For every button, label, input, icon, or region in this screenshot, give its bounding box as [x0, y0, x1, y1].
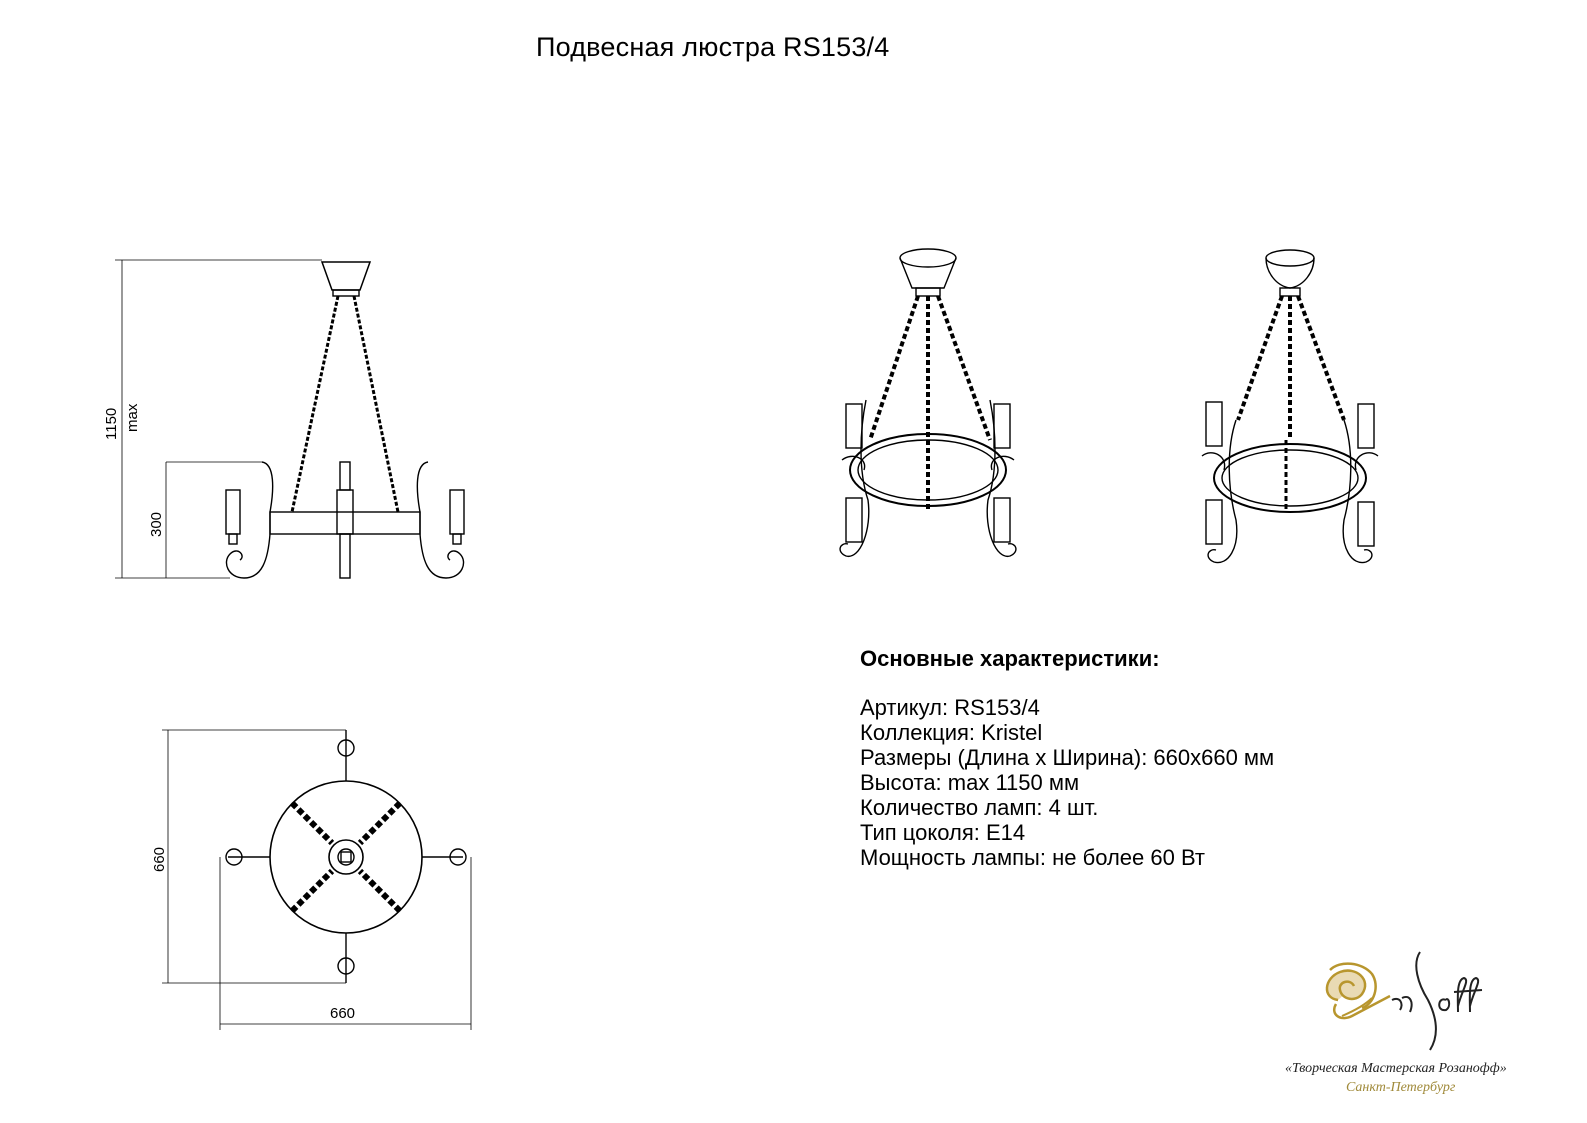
spec-socket-type: Тип цоколя: E14 — [860, 820, 1026, 845]
brand-logo — [1327, 952, 1482, 1050]
spec-lamp-power: Мощность лампы: не более 60 Вт — [860, 845, 1205, 870]
brand-name: «Творческая Мастерская Розанофф» — [1285, 1061, 1507, 1076]
side-view — [115, 260, 464, 578]
top-view — [162, 730, 471, 1030]
page-title: Подвесная люстра RS153/4 — [536, 32, 890, 62]
dim-height-max: 1150 — [103, 407, 120, 440]
perspective-view-front — [840, 249, 1016, 556]
spec-lamp-count: Количество ламп: 4 шт. — [860, 795, 1099, 820]
spec-collection: Коллекция: Kristel — [860, 720, 1043, 745]
spec-height: Высота: max 1150 мм — [860, 770, 1080, 795]
dim-top-height: 660 — [151, 846, 168, 872]
dim-height-max-suffix: max — [124, 403, 141, 432]
dim-body-height: 300 — [148, 511, 165, 537]
brand-city: Санкт-Петербург — [1346, 1080, 1456, 1095]
spec-dimensions: Размеры (Длина х Ширина): 660х660 мм — [860, 745, 1275, 770]
specs-block — [860, 646, 1274, 870]
spec-article: Артикул: RS153/4 — [860, 695, 1040, 720]
dim-top-width: 660 — [330, 1005, 356, 1022]
specs-heading: Основные характеристики: — [860, 646, 1160, 671]
perspective-view-side — [1202, 250, 1378, 563]
